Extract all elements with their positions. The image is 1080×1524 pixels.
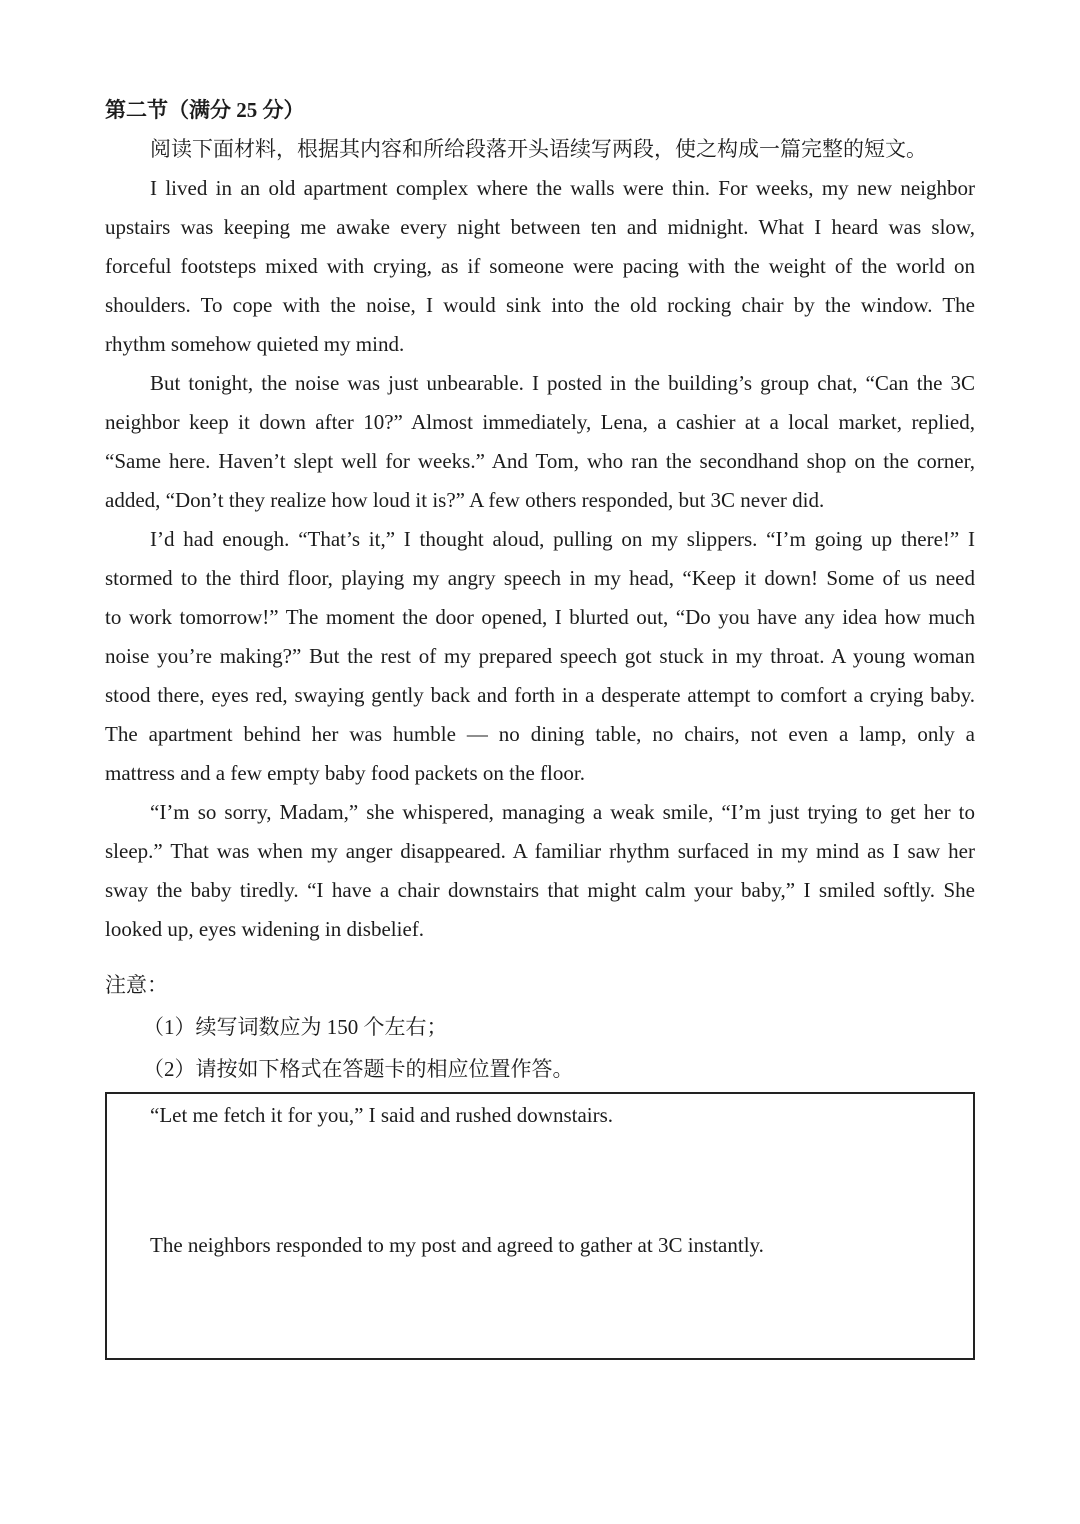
- answer-box: [105, 1092, 975, 1360]
- passage-line: neighbor keep it down after 10?” Almost immediately, Lena, a cashier at a local market, replied,: [105, 410, 975, 434]
- passage-line: to work tomorrow!” The moment the door opened, I blurted out, “Do you have any idea how much: [105, 605, 975, 629]
- passage-line: stormed to the third floor, playing my angry speech in my head, “Keep it down! Some of us need: [105, 566, 975, 590]
- passage-line: But tonight, the noise was just unbearable. I posted in the building’s group chat, “Can the 3C: [150, 371, 975, 395]
- passage-paragraph: [105, 793, 975, 949]
- passage-paragraph: [105, 520, 975, 793]
- section-title: 第二节（满分 25 分）: [105, 98, 305, 122]
- answer-opening-line-1: “Let me fetch it for you,” I said and rushed downstairs.: [150, 1103, 614, 1127]
- passage-line: upstairs was keeping me awake every night between ten and midnight. What I heard was slow,: [105, 215, 975, 239]
- passage-line: I’d had enough. “That’s it,” I thought aloud, pulling on my slippers. “I’m going up there!” I: [150, 527, 975, 551]
- note-item: （1）续写词数应为 150 个左右；: [143, 1015, 448, 1039]
- passage-line: The apartment behind her was humble — no dining table, no chairs, not even a lamp, only a: [105, 722, 975, 746]
- notes-label: 注意：: [105, 973, 168, 997]
- passage-line: forceful footsteps mixed with crying, as if someone were pacing with the weight of the world on: [105, 254, 975, 278]
- passage-line: sleep.” That was when my anger disappeared. A familiar rhythm surfaced in my mind as I saw her: [105, 839, 975, 863]
- passage: [105, 169, 975, 949]
- passage-line: noise you’re making?” But the rest of my prepared speech got stuck in my throat. A young woman: [105, 644, 975, 668]
- passage-line: looked up, eyes widening in disbelief.: [105, 917, 425, 941]
- answer-opening-line-2: The neighbors responded to my post and agreed to gather at 3C instantly.: [150, 1233, 764, 1257]
- passage-paragraph: [105, 364, 975, 520]
- passage-line: I lived in an old apartment complex where the walls were thin. For weeks, my new neighbor: [150, 176, 975, 200]
- passage-line: added, “Don’t they realize how loud it is?” A few others responded, but 3C never did.: [105, 488, 825, 512]
- passage-line: shoulders. To cope with the noise, I would sink into the old rocking chair by the window. The: [105, 293, 975, 317]
- passage-line: “I’m so sorry, Madam,” she whispered, managing a weak smile, “I’m just trying to get her to: [150, 800, 975, 824]
- passage-line: rhythm somehow quieted my mind.: [105, 332, 405, 356]
- note-item: （2）请按如下格式在答题卡的相应位置作答。: [143, 1057, 574, 1081]
- passage-line: stood there, eyes red, swaying gently back and forth in a desperate attempt to comfort a crying baby.: [105, 683, 975, 707]
- notes-section: [105, 964, 975, 1090]
- page-content: [105, 90, 975, 1090]
- passage-line: “Same here. Haven’t slept well for weeks.” And Tom, who ran the secondhand shop on the corner,: [105, 449, 975, 473]
- passage-line: sway the baby tiredly. “I have a chair downstairs that might calm your baby,” I smiled softly. She: [105, 878, 975, 902]
- instruction-text: 阅读下面材料，根据其内容和所给段落开头语续写两段，使之构成一篇完整的短文。: [150, 137, 927, 161]
- passage-paragraph: [105, 169, 975, 364]
- passage-line: mattress and a few empty baby food packets on the floor.: [105, 761, 585, 785]
